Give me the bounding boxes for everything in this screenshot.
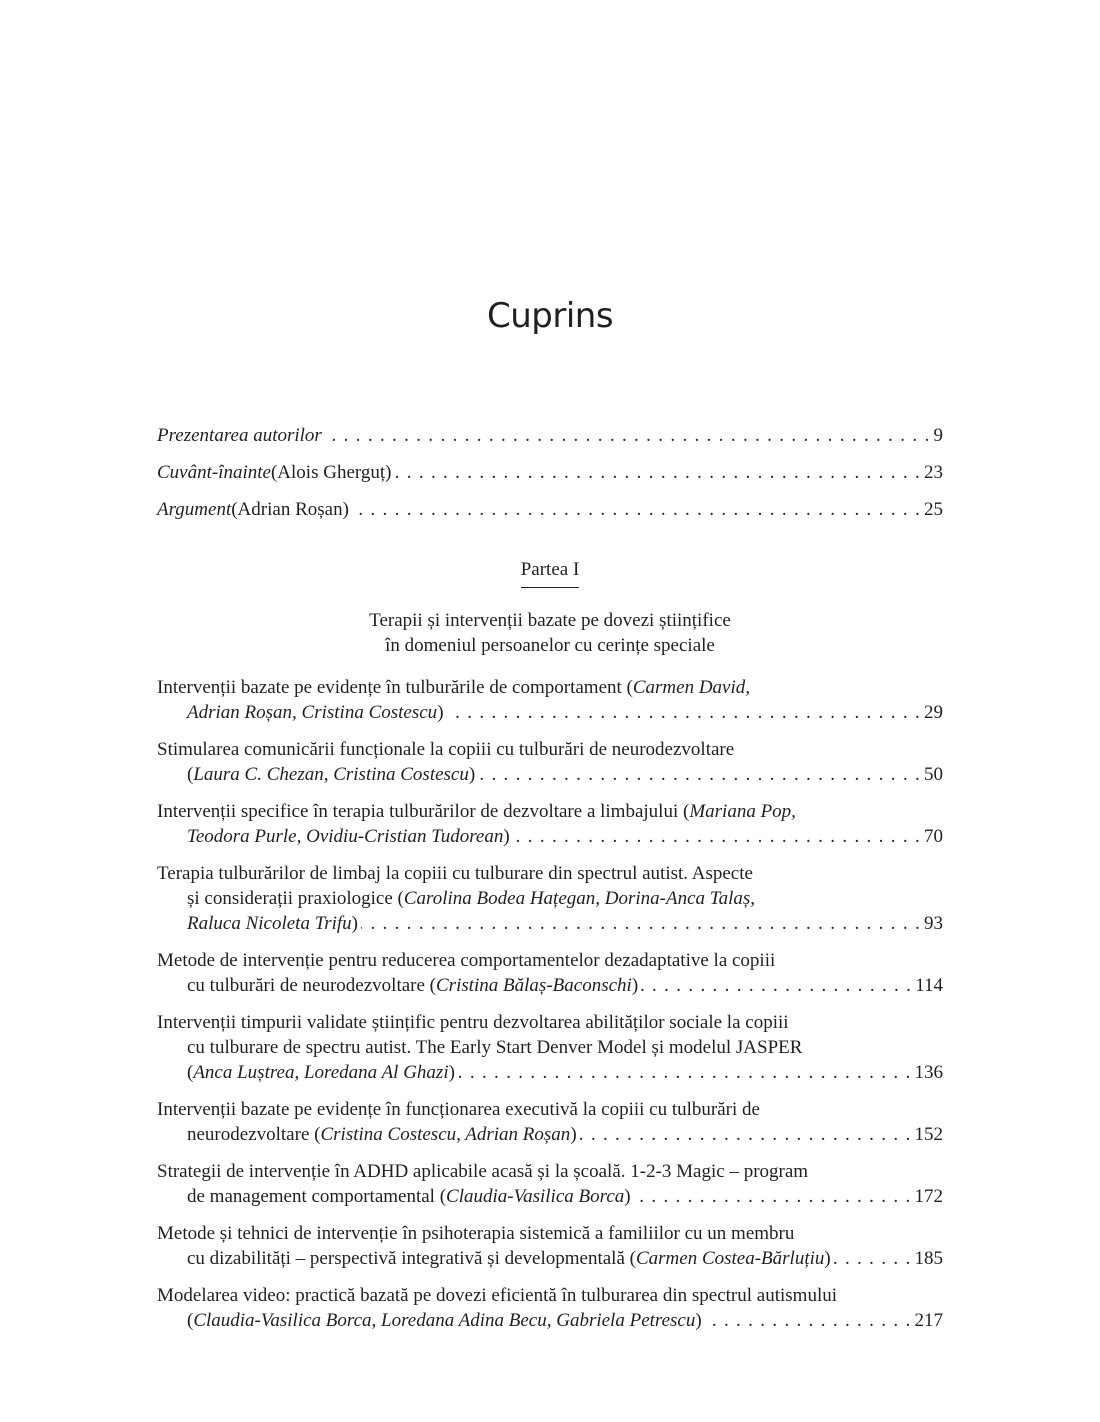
toc-entry-authors: Anca Luștrea, Loredana Al Ghazi	[193, 1062, 449, 1083]
toc-entry-authors: Adrian Roșan, Cristina Costescu	[187, 702, 438, 723]
toc-page-number: 152	[914, 1124, 943, 1145]
toc-page-number: 114	[915, 975, 943, 996]
toc-entry-chapter-9[interactable]	[157, 1221, 943, 1271]
toc-entry-title: Argument	[157, 499, 232, 520]
dot-leader	[641, 973, 912, 998]
toc-entry-author: (Alois Gherguț)	[270, 462, 392, 483]
toc-page-number: 50	[924, 764, 943, 785]
toc-page-number: 93	[924, 913, 943, 934]
toc-front-matter	[157, 423, 943, 534]
toc-entry-text: cu dizabilități – perspectivă integrativă și developmentală (	[187, 1248, 636, 1269]
toc-entry-text: Intervenții specifice în terapia tulburărilor de dezvoltare a limbajului (	[157, 801, 690, 822]
toc-entry-presentation[interactable]	[157, 423, 943, 460]
toc-entry-line	[157, 1122, 943, 1147]
toc-entry-authors: Carolina Bodea Hațegan, Dorina-Anca Talaș,	[403, 888, 756, 909]
toc-entry-text: )	[468, 764, 476, 785]
toc-entry-text: cu tulburare de spectru autist. The Early Start Denver Model și modelul JASPER	[187, 1037, 803, 1058]
toc-entry-chapter-2[interactable]	[157, 737, 943, 787]
toc-entry-text: )	[503, 826, 510, 847]
toc-entry-text: (	[187, 764, 194, 785]
toc-entry-text: Stimularea comunicării funcționale la copiii cu tulburări de neurodezvoltare	[157, 739, 735, 760]
toc-entry-text: de management comportamental (	[187, 1186, 447, 1207]
toc-entry-title: Cuvânt-înainte	[157, 462, 271, 483]
toc-entry-line	[157, 1246, 943, 1271]
toc-entry-author: (Adrian Roșan)	[231, 499, 349, 520]
toc-entry-text: Terapia tulburărilor de limbaj la copiii cu tulburare din spectrul autist. Aspecte	[157, 863, 753, 884]
toc-entry-authors: Teodora Purle, Ovidiu-Cristian Tudorean	[187, 826, 504, 847]
toc-entry-authors: Cristina Costescu, Adrian Roșan	[320, 1124, 571, 1145]
toc-entry-text: Metode și tehnici de intervenție în psihoterapia sistemică a familiilor cu un membru	[157, 1223, 795, 1244]
toc-entry-authors: Laura C. Chezan, Cristina Costescu	[193, 764, 469, 785]
toc-entry-title: Prezentarea autorilor	[157, 425, 322, 446]
toc-entry-line	[157, 973, 943, 998]
dot-leader	[513, 824, 921, 849]
toc-entry-chapter-3[interactable]	[157, 799, 943, 849]
toc-entry-authors: Claudia-Vasilica Borca	[446, 1186, 625, 1207]
toc-entry-line	[157, 1097, 943, 1122]
toc-entry-text: Strategii de intervenție în ADHD aplicabile acasă și la școală. 1-2-3 Magic – program	[157, 1161, 809, 1182]
dot-leader	[458, 1060, 912, 1085]
toc-entry-line	[157, 1035, 943, 1060]
dot-leader	[394, 460, 921, 485]
toc-entry-text: neurodezvoltare (	[187, 1124, 321, 1145]
toc-entry-chapter-6[interactable]	[157, 1010, 943, 1085]
toc-entry-line	[157, 861, 943, 886]
toc-entry-text: )	[631, 975, 639, 996]
dot-leader	[634, 1184, 912, 1209]
dot-leader	[580, 1122, 912, 1147]
dot-leader	[478, 762, 921, 787]
toc-page-number: 23	[924, 462, 943, 483]
dot-leader	[361, 911, 921, 936]
toc-entry-line	[157, 799, 943, 824]
part-heading	[0, 559, 1100, 588]
toc-page-number: 29	[924, 702, 943, 723]
page-title: Cuprins	[486, 296, 614, 336]
toc-entry-line	[157, 1060, 943, 1085]
toc-entry-text: Modelarea video: practică bazată pe dovezi eficientă în tulburarea din spectrul autismului	[157, 1285, 838, 1306]
dot-leader	[325, 423, 931, 448]
toc-entry-chapter-4[interactable]	[157, 861, 943, 936]
toc-entry-line	[157, 1308, 943, 1333]
toc-entry-text: Intervenții bazate pe evidențe în tulburările de comportament (	[157, 677, 633, 698]
dot-leader	[705, 1308, 912, 1333]
toc-entry-line	[157, 1159, 943, 1184]
toc-entry-text: )	[448, 1062, 455, 1083]
part-subtitle	[0, 608, 1100, 658]
toc-entry-line	[157, 700, 943, 725]
toc-entry-chapter-5[interactable]	[157, 948, 943, 998]
toc-entry-text: cu tulburări de neurodezvoltare (	[187, 975, 436, 996]
toc-entry-line	[157, 737, 943, 762]
toc-entry-line	[157, 886, 943, 911]
toc-entry-line	[157, 824, 943, 849]
toc-entry-text: (	[187, 1062, 194, 1083]
toc-entry-authors: Carmen Costea-Bărluțiu	[635, 1248, 825, 1269]
toc-entry-chapter-8[interactable]	[157, 1159, 943, 1209]
toc-page-number: 217	[914, 1310, 943, 1331]
toc-page-number: 136	[914, 1062, 943, 1083]
toc-page-number: 25	[924, 499, 943, 520]
toc-entry-line	[157, 1221, 943, 1246]
toc-entry-text: )	[824, 1248, 831, 1269]
toc-entry-text: )	[695, 1310, 702, 1331]
toc-entry-text: )	[624, 1186, 631, 1207]
toc-entry-line	[157, 675, 943, 700]
toc-entry-line	[157, 1184, 943, 1209]
part-subtitle-line: în domeniul persoanelor cu cerințe speciale	[385, 635, 715, 656]
toc-page-number: 172	[914, 1186, 943, 1207]
toc-entry-text: și considerații praxiologice (	[187, 888, 404, 909]
toc-entry-chapter-7[interactable]	[157, 1097, 943, 1147]
toc-entry-text: )	[570, 1124, 577, 1145]
toc-page-number: 185	[914, 1248, 943, 1269]
toc-entry-line	[157, 762, 943, 787]
part-subtitle-line: Terapii și intervenții bazate pe dovezi științifice	[369, 610, 731, 631]
toc-entry-chapter-1[interactable]	[157, 675, 943, 725]
toc-entry-line	[157, 1010, 943, 1035]
dot-leader	[352, 497, 921, 522]
toc-entry-line	[157, 948, 943, 973]
toc-entry-chapter-10[interactable]	[157, 1283, 943, 1333]
toc-entry-text: Metode de intervenție pentru reducerea comportamentelor dezadaptative la copiii	[157, 950, 776, 971]
toc-entry-line	[157, 1283, 943, 1308]
toc-entry-text: )	[437, 702, 444, 723]
toc-entry-text: )	[351, 913, 358, 934]
toc-entry-text: Intervenții timpurii validate științific pentru dezvoltarea abilităților sociale la copiii	[157, 1012, 789, 1033]
dot-leader	[834, 1246, 912, 1271]
toc-entry-line	[157, 911, 943, 936]
toc-entry-authors: Mariana Pop,	[689, 801, 796, 822]
toc-entry-text: (	[187, 1310, 194, 1331]
part-label: Partea I	[521, 559, 580, 588]
dot-leader	[447, 700, 921, 725]
toc-entry-text: Intervenții bazate pe evidențe în funcționarea executivă la copiii cu tulburări de	[157, 1099, 760, 1120]
toc-entry-authors: Claudia-Vasilica Borca, Loredana Adina Becu, Gabriela Petrescu	[193, 1310, 696, 1331]
toc-entry-authors: Cristina Bălaș-Baconschi	[436, 975, 632, 996]
toc-entry-foreword[interactable]	[157, 460, 943, 497]
toc-entry-argument[interactable]	[157, 497, 943, 534]
toc-page-number: 9	[933, 425, 943, 446]
toc-entry-authors: Carmen David,	[632, 677, 751, 698]
toc-entry-authors: Raluca Nicoleta Trifu	[187, 913, 352, 934]
toc-page-number: 70	[924, 826, 943, 847]
